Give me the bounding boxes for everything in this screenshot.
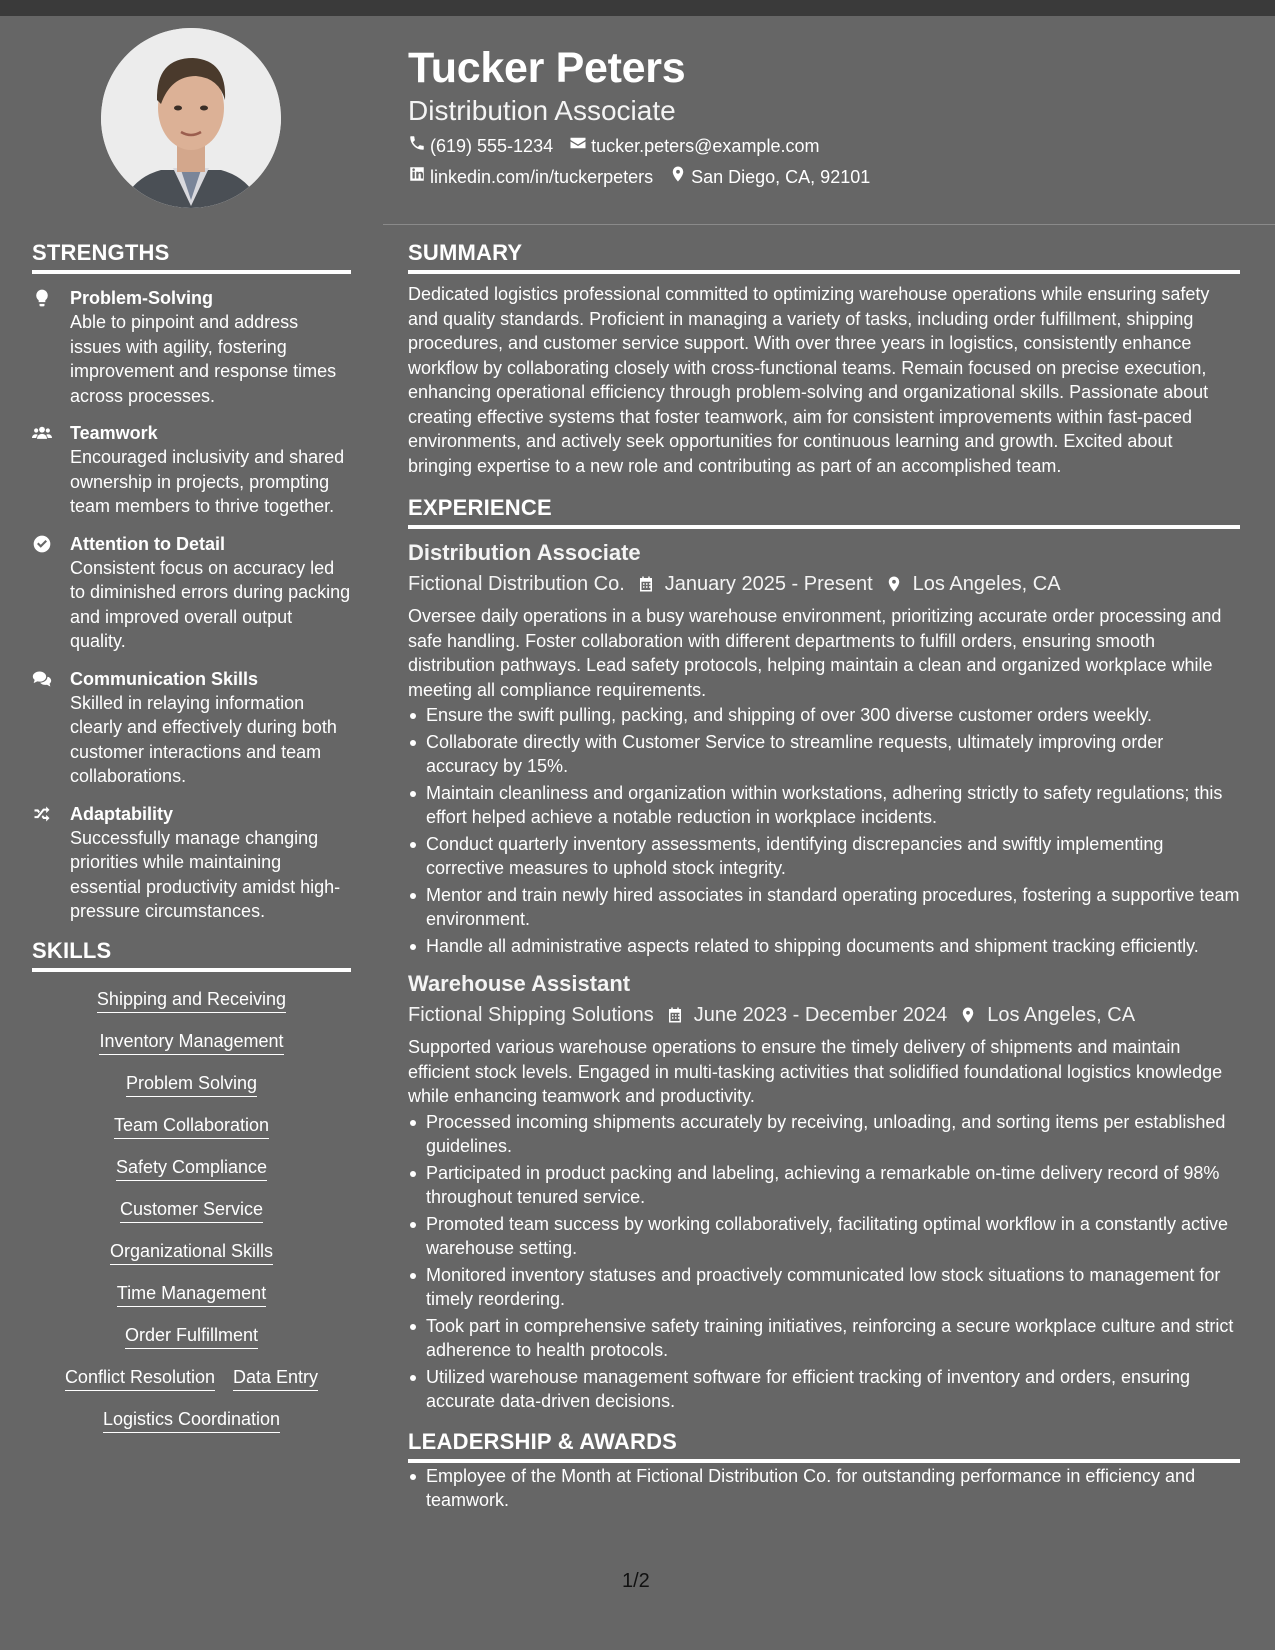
job-location: Los Angeles, CA (987, 1004, 1136, 1026)
strengths-list (32, 286, 351, 924)
candidate-name: Tucker Peters (408, 44, 686, 92)
candidate-title: Distribution Associate (408, 95, 676, 126)
list-item: Processed incoming shipments accurately by receiving, unloading, and sorting items per established guidelines. (408, 1110, 1240, 1159)
strength-title: Attention to Detail (70, 533, 225, 554)
job-title: Warehouse Assistant (408, 971, 631, 996)
strength-desc: Skilled in relaying information clearly and effectively during both customer interactions and team collaborations. (70, 692, 337, 786)
skill-tag: Team Collaboration (114, 1114, 269, 1139)
location-text: San Diego, CA, 92101 (691, 167, 871, 187)
strength-title: Problem-Solving (70, 288, 214, 308)
list-item: Conduct quarterly inventory assessments, identifying discrepancies and swiftly implementing corrective measures to uphold stock integrity. (408, 832, 1240, 881)
linkedin-text[interactable]: linkedin.com/in/tuckerpeters (430, 167, 654, 187)
page-number: 1/2 (622, 1570, 650, 1592)
header-divider (383, 224, 1275, 225)
map-pin-icon (959, 1005, 977, 1025)
map-pin-icon (669, 165, 687, 189)
job-dates: January 2025 - Present (664, 573, 873, 595)
profile-photo (101, 28, 281, 208)
comments-icon (32, 667, 70, 789)
calendar-icon (666, 1005, 684, 1025)
job-meta (408, 570, 1240, 598)
envelope-icon (569, 134, 587, 158)
job-location: Los Angeles, CA (912, 573, 1061, 595)
strength-title: Communication Skills (70, 668, 259, 689)
job-description: Oversee daily operations in a busy warehouse environment, prioritizing accurate order processing and safe handling. Foster collaboration with different departments to fulfill orders, ensuring smooth distribution pathways. Lead safety protocols, helping maintain a clean and organized workplace while meeting all compliance requirements. (408, 606, 1222, 700)
skill-tag: Time Management (117, 1282, 266, 1307)
list-item: Utilized warehouse management software for efficient tracking of inventory and orders, ensuring accurate data-driven decisions. (408, 1365, 1240, 1414)
skill-tag: Shipping and Receiving (97, 988, 286, 1013)
list-item: Participated in product packing and labeling, achieving a remarkable on-time delivery record of 98% throughout tenured service. (408, 1161, 1240, 1210)
list-item: Took part in comprehensive safety training initiatives, reinforcing a secure workplace culture and strict adherence to health protocols. (408, 1314, 1240, 1363)
skills-heading: SKILLS (32, 938, 351, 972)
experience-heading: EXPERIENCE (408, 495, 1240, 529)
strength-title: Adaptability (70, 803, 174, 824)
leadership-heading: LEADERSHIP & AWARDS (408, 1429, 1240, 1463)
linkedin-icon (408, 165, 426, 189)
company-name: Fictional Shipping Solutions (408, 1004, 654, 1026)
list-item: Ensure the swift pulling, packing, and shipping of over 300 diverse customer orders weekly. (408, 703, 1240, 728)
job-title: Distribution Associate (408, 540, 641, 565)
job-entry (408, 539, 1240, 958)
lightbulb-icon (32, 286, 70, 408)
main-column (408, 240, 1240, 1515)
job-bullets (408, 703, 1240, 958)
strength-desc: Consistent focus on accuracy led to diminished errors during packing and improved overall output quality. (70, 557, 351, 651)
strength-desc: Successfully manage changing priorities while maintaining essential productivity amidst high-pressure circumstances. (70, 827, 341, 921)
skill-tag: Logistics Coordination (103, 1408, 280, 1433)
phone-text[interactable]: (619) 555-1234 (430, 136, 554, 156)
summary-heading: SUMMARY (408, 240, 1240, 274)
job-entry (408, 970, 1240, 1414)
list-item: Mentor and train newly hired associates in standard operating procedures, fostering a supportive team environment. (408, 883, 1240, 932)
strength-item (32, 421, 351, 519)
skills-list (32, 988, 351, 1450)
job-meta (408, 1001, 1240, 1029)
top-bar (0, 0, 1275, 16)
skill-tag: Organizational Skills (110, 1240, 273, 1265)
skill-tag: Safety Compliance (116, 1156, 267, 1181)
contact-row-2 (408, 165, 870, 189)
skill-tag: Order Fulfillment (125, 1324, 258, 1349)
users-icon (32, 421, 70, 519)
summary-text: Dedicated logistics professional committed to optimizing warehouse operations while ensuring safety and quality standards. Proficient in managing a variety of tasks, including order fulfillment, shipping procedures, and customer service support. With over three years in logistics, consistently enhance workflow by collaborating closely with cross-functional teams. Remain focused on precise execution, enhancing operational efficiency through problem-solving and organizational skills. Passionate about creating effective systems that foster teamwork, aim for consistent improvements within fast-paced environments, and actively seek opportunities for continuous learning and growth. Excited about bringing expertise to a new role and contributing as part of an accomplished team. (408, 284, 1210, 476)
map-pin-icon (885, 574, 903, 594)
skill-tag: Data Entry (233, 1366, 318, 1391)
list-item: Maintain cleanliness and organization within workstations, adhering strictly to safety regulations; this effort helped achieve a notable reduction in workplace incidents. (408, 781, 1240, 830)
strength-item (32, 532, 351, 654)
phone-contact (408, 134, 553, 158)
skill-tag: Inventory Management (99, 1030, 283, 1055)
strength-item (32, 802, 351, 924)
linkedin-contact (408, 165, 653, 189)
strengths-heading: STRENGTHS (32, 240, 351, 274)
skill-tag: Customer Service (120, 1198, 263, 1223)
list-item: Employee of the Month at Fictional Distribution Co. for outstanding performance in efficiency and teamwork. (408, 1464, 1240, 1513)
skill-tag: Problem Solving (126, 1072, 257, 1097)
email-contact (569, 134, 819, 158)
strength-item (32, 286, 351, 408)
leadership-list (408, 1464, 1240, 1513)
strength-item (32, 667, 351, 789)
email-text[interactable]: tucker.peters@example.com (591, 136, 820, 156)
left-column (32, 240, 351, 1450)
job-dates: June 2023 - December 2024 (693, 1004, 948, 1026)
location-contact (669, 165, 870, 189)
company-name: Fictional Distribution Co. (408, 573, 625, 595)
check-circle-icon (32, 532, 70, 654)
calendar-icon (637, 574, 655, 594)
shuffle-icon (32, 802, 70, 924)
contact-row-1 (408, 134, 819, 158)
strength-desc: Encouraged inclusivity and shared ownership in projects, prompting team members to thrive together. (70, 447, 345, 516)
job-bullets (408, 1110, 1240, 1414)
phone-icon (408, 134, 426, 158)
list-item: Promoted team success by working collaboratively, facilitating optimal workflow in a constantly active warehouse setting. (408, 1212, 1240, 1261)
strength-title: Teamwork (70, 423, 158, 443)
list-item: Handle all administrative aspects related to shipping documents and shipment tracking efficiently. (408, 934, 1240, 959)
skill-tag: Conflict Resolution (65, 1366, 215, 1391)
job-description: Supported various warehouse operations to ensure the timely delivery of shipments and maintain efficient stock levels. Engaged in multi-tasking activities that solidified foundational logistics knowledge while enhancing teamwork and productivity. (408, 1037, 1223, 1106)
list-item: Monitored inventory statuses and proactively communicated low stock situations to management for timely reordering. (408, 1263, 1240, 1312)
list-item: Collaborate directly with Customer Service to streamline requests, ultimately improving order accuracy by 15%. (408, 730, 1240, 779)
strength-desc: Able to pinpoint and address issues with agility, fostering improvement and response times across processes. (70, 312, 337, 406)
